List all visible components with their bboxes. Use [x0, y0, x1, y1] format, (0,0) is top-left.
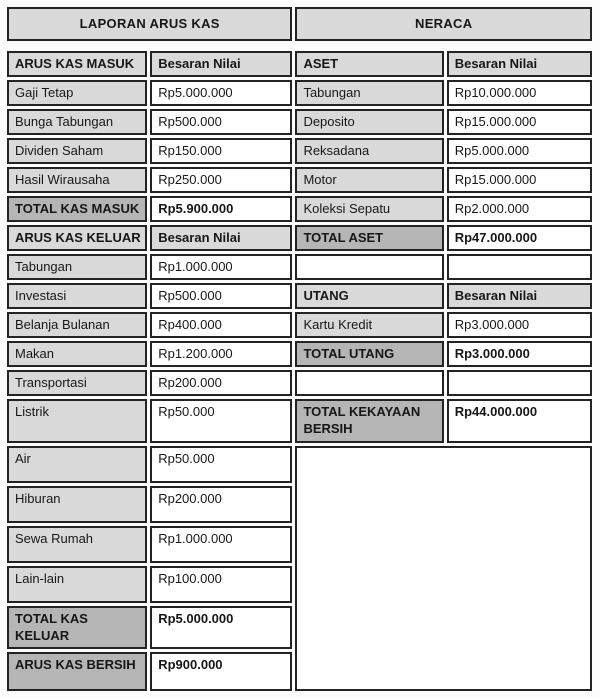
- cash-in-item-label: Gaji Tetap: [7, 80, 147, 106]
- asset-item-label: Koleksi Sepatu: [295, 196, 443, 222]
- balance-sheet-title: NERACA: [295, 7, 592, 41]
- table-row: [7, 51, 592, 77]
- asset-item-label: Tabungan: [295, 80, 443, 106]
- cash-out-item-label: Belanja Bulanan: [7, 312, 147, 338]
- cash-out-item-value: Rp200.000: [150, 370, 292, 396]
- empty-cell: [447, 370, 592, 396]
- cash-in-total-label: TOTAL KAS MASUK: [7, 196, 147, 222]
- empty-cell: [295, 254, 443, 280]
- asset-item-label: Reksadana: [295, 138, 443, 164]
- table-row: [7, 446, 592, 483]
- asset-item-value: Rp15.000.000: [447, 167, 592, 193]
- asset-item-value: Rp10.000.000: [447, 80, 592, 106]
- net-cash-label: ARUS KAS BERSIH: [7, 652, 147, 691]
- cash-out-item-label: Sewa Rumah: [7, 526, 147, 563]
- asset-total-label: TOTAL ASET: [295, 225, 443, 251]
- cash-in-item-label: Dividen Saham: [7, 138, 147, 164]
- cash-flow-report-title: LAPORAN ARUS KAS: [7, 7, 292, 41]
- table-row: [7, 80, 592, 106]
- cash-out-item-value: Rp50.000: [150, 446, 292, 483]
- cash-out-item-label: Hiburan: [7, 486, 147, 523]
- cash-in-header-label: ARUS KAS MASUK: [7, 51, 147, 77]
- asset-header-label: ASET: [295, 51, 443, 77]
- asset-item-value: Rp2.000.000: [447, 196, 592, 222]
- cash-out-item-label: Tabungan: [7, 254, 147, 280]
- cash-in-header-value: Besaran Nilai: [150, 51, 292, 77]
- empty-cell: [447, 254, 592, 280]
- asset-header-value: Besaran Nilai: [447, 51, 592, 77]
- table-row: [7, 341, 592, 367]
- table-row: [7, 370, 592, 396]
- cash-out-item-label: Investasi: [7, 283, 147, 309]
- cash-in-item-label: Bunga Tabungan: [7, 109, 147, 135]
- cash-out-header-label: ARUS KAS KELUAR: [7, 225, 147, 251]
- asset-item-value: Rp5.000.000: [447, 138, 592, 164]
- table-row: [7, 283, 592, 309]
- table-row: [7, 109, 592, 135]
- table-row: [7, 254, 592, 280]
- cash-out-item-value: Rp1.200.000: [150, 341, 292, 367]
- cash-out-item-value: Rp100.000: [150, 566, 292, 603]
- table-row: [7, 138, 592, 164]
- spacer-cell: [7, 44, 592, 48]
- net-cash-value: Rp900.000: [150, 652, 292, 691]
- cash-out-item-label: Air: [7, 446, 147, 483]
- table-row: [7, 196, 592, 222]
- cash-out-header-value: Besaran Nilai: [150, 225, 292, 251]
- debt-header-value: Besaran Nilai: [447, 283, 592, 309]
- cash-out-item-value: Rp200.000: [150, 486, 292, 523]
- cash-out-total-label: TOTAL KAS KELUAR: [7, 606, 147, 649]
- cash-in-item-value: Rp150.000: [150, 138, 292, 164]
- debt-header-label: UTANG: [295, 283, 443, 309]
- cash-in-item-value: Rp500.000: [150, 109, 292, 135]
- financial-report-table: [4, 4, 595, 694]
- debt-item-label: Kartu Kredit: [295, 312, 443, 338]
- asset-item-label: Deposito: [295, 109, 443, 135]
- asset-item-value: Rp15.000.000: [447, 109, 592, 135]
- spacer-row: [7, 44, 592, 48]
- table-row: [7, 225, 592, 251]
- cash-out-item-value: Rp1.000.000: [150, 254, 292, 280]
- debt-item-value: Rp3.000.000: [447, 312, 592, 338]
- cash-in-total-value: Rp5.900.000: [150, 196, 292, 222]
- net-worth-total-value: Rp44.000.000: [447, 399, 592, 443]
- debt-total-label: TOTAL UTANG: [295, 341, 443, 367]
- cash-out-item-value: Rp50.000: [150, 399, 292, 443]
- table-row: [7, 167, 592, 193]
- cash-out-item-label: Listrik: [7, 399, 147, 443]
- table-row: [7, 399, 592, 443]
- cash-out-item-label: Makan: [7, 341, 147, 367]
- debt-total-value: Rp3.000.000: [447, 341, 592, 367]
- empty-merged-cell: [295, 446, 592, 691]
- cash-in-item-value: Rp250.000: [150, 167, 292, 193]
- table-row: [7, 7, 592, 41]
- cash-out-total-value: Rp5.000.000: [150, 606, 292, 649]
- cash-out-item-value: Rp1.000.000: [150, 526, 292, 563]
- net-worth-total-label: TOTAL KEKAYAAN BERSIH: [295, 399, 443, 443]
- empty-cell: [295, 370, 443, 396]
- table-row: [7, 312, 592, 338]
- cash-out-item-value: Rp500.000: [150, 283, 292, 309]
- asset-item-label: Motor: [295, 167, 443, 193]
- asset-total-value: Rp47.000.000: [447, 225, 592, 251]
- cash-out-item-value: Rp400.000: [150, 312, 292, 338]
- cash-in-item-value: Rp5.000.000: [150, 80, 292, 106]
- cash-out-item-label: Lain-lain: [7, 566, 147, 603]
- cash-out-item-label: Transportasi: [7, 370, 147, 396]
- cash-in-item-label: Hasil Wirausaha: [7, 167, 147, 193]
